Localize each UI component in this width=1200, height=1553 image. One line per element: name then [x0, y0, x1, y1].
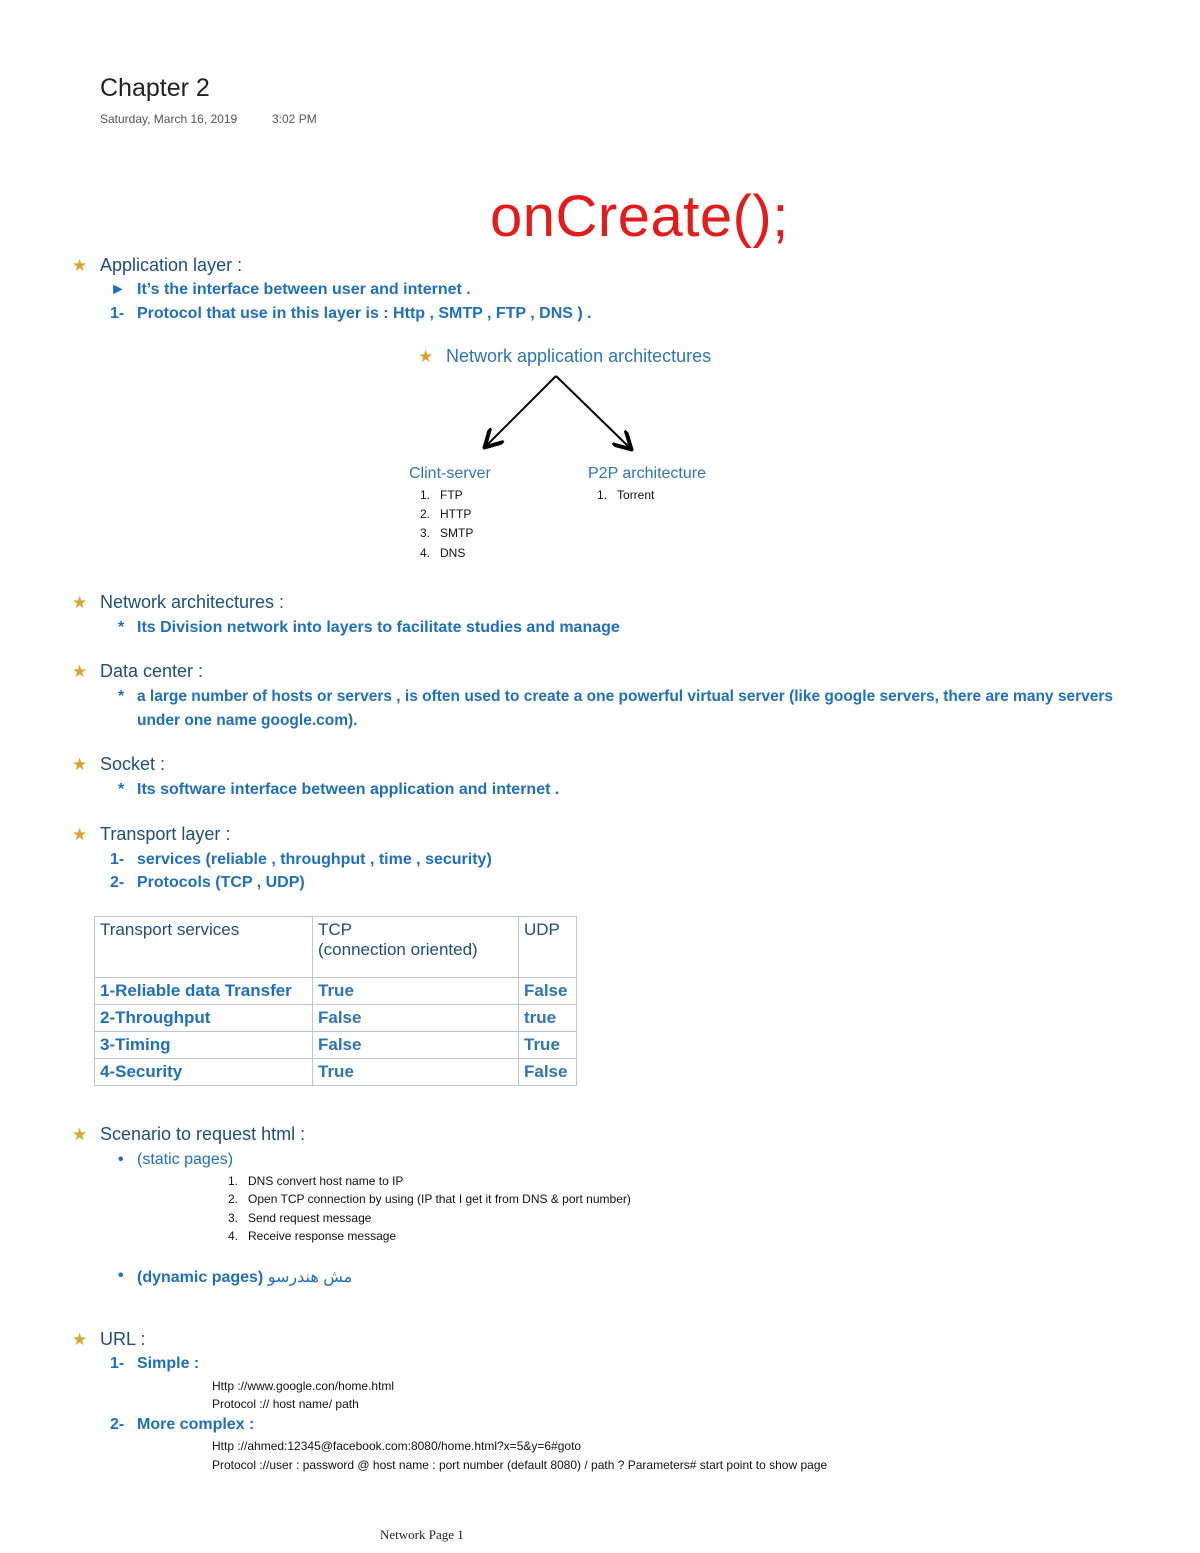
table-header-row: [95, 917, 577, 978]
table-cell: False: [313, 1005, 519, 1032]
arrow-left: [486, 376, 556, 446]
app-layer-line-2: Protocol that use in this layer is : Http , SMTP , FTP , DNS ) .: [137, 305, 592, 322]
table-row: [95, 978, 577, 1005]
asterisk-icon: *: [118, 688, 125, 705]
table-cell: 1-Reliable data Transfer: [95, 978, 313, 1005]
url-simple-label: Simple :: [137, 1355, 200, 1372]
page-time: 3:02 PM: [272, 112, 317, 126]
net-arch-line: Its Division network into layers to facilitate studies and manage: [137, 619, 620, 636]
url-simple-line: Protocol :// host name/ path: [212, 1397, 359, 1411]
table-cell: False: [313, 1032, 519, 1059]
app-layer-line-1: It’s the interface between user and internet .: [137, 281, 471, 298]
p2p-title: P2P architecture: [588, 465, 706, 482]
oncreate-banner: onCreate();: [490, 184, 789, 249]
table-header-cell: Transport services: [95, 917, 313, 978]
socket-line: Its software interface between application and internet .: [137, 781, 560, 798]
data-center-line-1: a large number of hosts or servers , is often used to create a one powerful virtual server (like google servers, there are many servers: [137, 688, 1114, 705]
transport-marker: 1-: [110, 851, 125, 868]
transport-services-table: [94, 916, 577, 1086]
client-server-item: 1. FTP: [420, 488, 463, 502]
data-center-heading: Data center :: [100, 661, 204, 681]
url-complex-line: Http ://ahmed:12345@facebook.com:8080/home.html?x=5&y=6#goto: [212, 1439, 582, 1453]
client-server-item: 2. HTTP: [420, 507, 472, 521]
url-simple-line: Http ://www.google.con/home.html: [212, 1379, 395, 1393]
socket-heading: Socket :: [100, 754, 166, 774]
table-cell: 3-Timing: [95, 1032, 313, 1059]
table-cell: true: [519, 1005, 577, 1032]
star-icon: ★: [72, 662, 88, 681]
url-simple-marker: 1-: [110, 1355, 125, 1372]
client-server-item: 3. SMTP: [420, 526, 474, 540]
page-date: Saturday, March 16, 2019: [100, 112, 238, 126]
net-arch-heading: Network architectures :: [100, 592, 285, 612]
star-icon: ★: [418, 347, 434, 366]
client-server-item: 4. DNS: [420, 546, 466, 560]
scenario-step: 4. Receive response message: [228, 1229, 397, 1243]
table-row: [95, 1032, 577, 1059]
table-row: [95, 1059, 577, 1086]
diagram-arrows: [470, 370, 650, 460]
app-layer-heading: Application layer :: [100, 255, 243, 275]
table-cell: 4-Security: [95, 1059, 313, 1086]
transport-item: services (reliable , throughput , time , security): [137, 851, 492, 868]
transport-item: Protocols (TCP , UDP): [137, 874, 305, 891]
triangle-right-icon: ►: [110, 281, 126, 298]
diagram-title: Network application architectures: [446, 346, 712, 366]
star-icon: ★: [72, 1330, 88, 1349]
table-cell: True: [313, 1059, 519, 1086]
transport-marker: 2-: [110, 874, 125, 891]
star-icon: ★: [72, 825, 88, 844]
table-cell: False: [519, 978, 577, 1005]
star-icon: ★: [72, 593, 88, 612]
scenario-step: 1. DNS convert host name to IP: [228, 1174, 404, 1188]
bullet-dot-icon: •: [118, 1151, 124, 1168]
scenario-heading: Scenario to request html :: [100, 1124, 306, 1144]
app-layer-marker: 1-: [110, 305, 125, 322]
static-pages-label: (static pages): [137, 1151, 234, 1168]
table-cell: True: [519, 1032, 577, 1059]
url-complex-label: More complex :: [137, 1416, 255, 1433]
table-cell: False: [519, 1059, 577, 1086]
table-cell: 2-Throughput: [95, 1005, 313, 1032]
table-cell: True: [313, 978, 519, 1005]
client-server-title: Clint-server: [409, 465, 491, 482]
table-header-cell: UDP: [519, 917, 577, 978]
url-complex-marker: 2-: [110, 1416, 125, 1433]
data-center-line-2: under one name google.com).: [137, 712, 358, 729]
p2p-item: 1. Torrent: [597, 488, 655, 502]
table-header-cell: TCP (connection oriented): [313, 917, 519, 978]
scenario-step: 3. Send request message: [228, 1211, 372, 1225]
url-complex-line: Protocol ://user : password @ host name : port number (default 8080) / path ? Parameters# start point to show page: [212, 1458, 828, 1472]
star-icon: ★: [72, 256, 88, 275]
arrow-right: [556, 376, 630, 448]
asterisk-icon: *: [118, 619, 125, 636]
page-footer: Network Page 1: [380, 1527, 464, 1542]
table-row: [95, 1005, 577, 1032]
asterisk-icon: *: [118, 781, 125, 798]
star-icon: ★: [72, 755, 88, 774]
url-heading: URL :: [100, 1329, 146, 1349]
dynamic-pages-label: (dynamic pages) مش هندرسو: [137, 1269, 353, 1286]
scenario-step: 2. Open TCP connection by using (IP that I get it from DNS & port number): [228, 1192, 631, 1206]
bullet-dot-icon: •: [118, 1267, 124, 1284]
transport-heading: Transport layer :: [100, 824, 231, 844]
page-title: Chapter 2: [100, 74, 210, 102]
star-icon: ★: [72, 1125, 88, 1144]
